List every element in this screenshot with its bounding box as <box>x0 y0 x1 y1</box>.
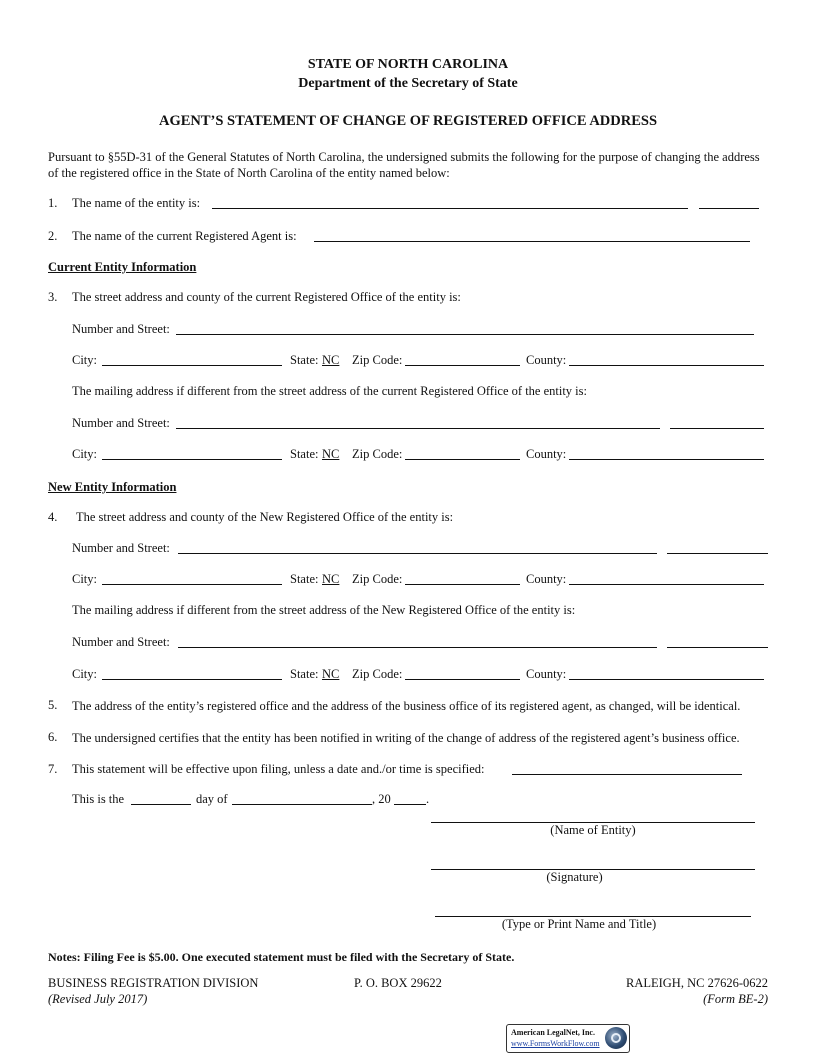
item-4-number: 4. <box>48 510 58 524</box>
new-street-extra-field[interactable] <box>667 553 768 554</box>
globe-icon <box>605 1027 627 1049</box>
item-2-label: The name of the current Registered Agent is: <box>72 229 297 243</box>
current-street-field[interactable] <box>176 334 754 335</box>
new-zip-field[interactable] <box>405 584 520 585</box>
current-county-label: County: <box>526 353 567 367</box>
new-entity-heading: New Entity Information <box>48 480 177 494</box>
new-mail-zip-label: Zip Code: <box>352 667 403 681</box>
new-mail-street-field[interactable] <box>178 647 657 648</box>
registered-agent-field[interactable] <box>314 241 750 242</box>
new-mail-city-field[interactable] <box>102 679 282 680</box>
footer-form-number: (Form BE-2) <box>703 992 768 1006</box>
year-prefix: , 20 <box>372 792 391 806</box>
current-mail-state-label: State: <box>290 447 319 461</box>
new-mail-state-label: State: <box>290 667 319 681</box>
current-zip-label: Zip Code: <box>352 353 403 367</box>
new-zip-label: Zip Code: <box>352 572 403 586</box>
item-5-number: 5. <box>48 698 58 712</box>
american-legalnet-logo[interactable] <box>506 1024 630 1053</box>
item-2-number: 2. <box>48 229 58 243</box>
notes-text: Notes: Filing Fee is $5.00. One executed statement must be filed with the Secretary of State. <box>48 950 515 964</box>
current-mail-street-extra-field[interactable] <box>670 428 764 429</box>
current-city-field[interactable] <box>102 365 282 366</box>
date-period: . <box>426 792 430 806</box>
new-mail-state-value: NC <box>322 667 340 681</box>
current-mailing-text: The mailing address if different from the street address of the current Registered Office of the entity is: <box>72 384 587 398</box>
month-field[interactable] <box>232 804 372 805</box>
new-mail-county-label: County: <box>526 667 567 681</box>
current-zip-field[interactable] <box>405 365 520 366</box>
item-7-number: 7. <box>48 762 58 776</box>
new-mailing-text: The mailing address if different from the street address of the New Registered Office of the entity is: <box>72 603 576 617</box>
new-street-field[interactable] <box>178 553 657 554</box>
this-is-the-label: This is the <box>72 792 125 806</box>
current-mail-street-label: Number and Street: <box>72 416 170 430</box>
new-county-field[interactable] <box>569 584 764 585</box>
current-street-label: Number and Street: <box>72 322 170 336</box>
item-1-number: 1. <box>48 196 58 210</box>
current-mail-zip-label: Zip Code: <box>352 447 403 461</box>
item-5-text: The address of the entity’s registered office and the address of the business office of its registered agent, as changed, will be identical. <box>72 699 741 713</box>
current-mail-state-value: NC <box>322 447 340 461</box>
new-city-field[interactable] <box>102 584 282 585</box>
logo-url-link[interactable]: www.FormsWorkFlow.com <box>511 1039 600 1048</box>
footer-po-box: P. O. BOX 29622 <box>354 976 442 990</box>
item-4-label: The street address and county of the New Registered Office of the entity is: <box>76 510 454 524</box>
footer-revised: (Revised July 2017) <box>48 992 148 1006</box>
new-mail-city-label: City: <box>72 667 98 681</box>
item-6-number: 6. <box>48 730 58 744</box>
form-title: AGENT’S STATEMENT OF CHANGE OF REGISTERED OFFICE ADDRESS <box>158 113 658 129</box>
new-city-label: City: <box>72 572 98 586</box>
new-state-value: NC <box>322 572 340 586</box>
current-mail-city-field[interactable] <box>102 459 282 460</box>
entity-name-extra-field[interactable] <box>699 208 759 209</box>
effective-date-field[interactable] <box>512 774 742 775</box>
new-mail-county-field[interactable] <box>569 679 764 680</box>
new-county-label: County: <box>526 572 567 586</box>
current-mail-zip-field[interactable] <box>405 459 520 460</box>
item-1-label: The name of the entity is: <box>72 196 201 210</box>
current-state-value: NC <box>322 353 340 367</box>
item-7-label: This statement will be effective upon filing, unless a date and./or time is specified: <box>72 762 485 776</box>
current-county-field[interactable] <box>569 365 764 366</box>
new-street-label: Number and Street: <box>72 541 170 555</box>
name-of-entity-label: (Name of Entity) <box>550 823 636 837</box>
signature-label: (Signature) <box>546 870 603 884</box>
new-mail-street-extra-field[interactable] <box>667 647 768 648</box>
new-mail-street-label: Number and Street: <box>72 635 170 649</box>
current-mail-street-field[interactable] <box>176 428 660 429</box>
entity-name-field[interactable] <box>212 208 688 209</box>
year-field[interactable] <box>394 804 426 805</box>
current-city-label: City: <box>72 353 98 367</box>
print-name-label: (Type or Print Name and Title) <box>501 917 657 931</box>
current-entity-heading: Current Entity Information <box>48 260 197 274</box>
current-mail-county-label: County: <box>526 447 567 461</box>
new-mail-zip-field[interactable] <box>405 679 520 680</box>
item-3-number: 3. <box>48 290 58 304</box>
current-mail-city-label: City: <box>72 447 98 461</box>
new-state-label: State: <box>290 572 319 586</box>
footer-city: RALEIGH, NC 27626-0622 <box>625 976 768 990</box>
footer-division: BUSINESS REGISTRATION DIVISION <box>48 976 259 990</box>
logo-company-name: American LegalNet, Inc. <box>511 1028 595 1037</box>
day-of-label: day of <box>196 792 228 806</box>
intro-paragraph: Pursuant to §55D-31 of the General Statutes of North Carolina, the undersigned submits the following for the purpose of changing the address of the registered office in the State of North Carolina of the entity named below: <box>48 150 760 180</box>
item-6-text: The undersigned certifies that the entity has been notified in writing of the change of address of the registered agent’s business office. <box>72 731 740 745</box>
item-3-label: The street address and county of the current Registered Office of the entity is: <box>72 290 461 304</box>
current-mail-county-field[interactable] <box>569 459 764 460</box>
day-field[interactable] <box>131 804 191 805</box>
current-state-label: State: <box>290 353 319 367</box>
department-title: Department of the Secretary of State <box>298 76 518 91</box>
state-title: STATE OF NORTH CAROLINA <box>307 57 509 72</box>
